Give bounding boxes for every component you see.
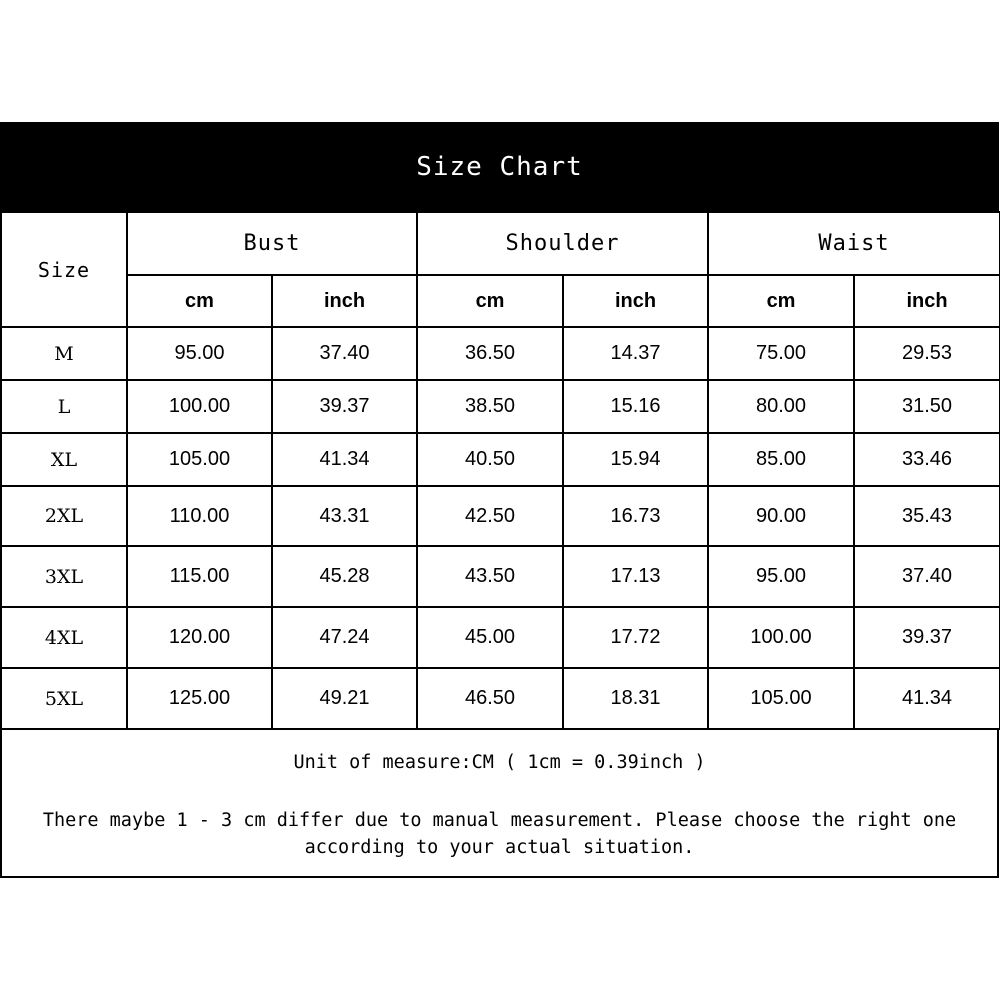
- shoulder-in-cell: 15.94: [563, 433, 708, 486]
- header-row-units: [1, 275, 1000, 327]
- bust-in-cell: 39.37: [272, 380, 417, 433]
- shoulder-cm-cell: 40.50: [417, 433, 563, 486]
- size-cell: L: [1, 380, 127, 433]
- bust-cm-cell: 105.00: [127, 433, 272, 486]
- notes-panel: [0, 730, 999, 878]
- shoulder-in-cell: 17.13: [563, 546, 708, 607]
- waist-in-cell: 31.50: [854, 380, 1000, 433]
- bust-cm-cell: 115.00: [127, 546, 272, 607]
- bust-in-cell: 43.31: [272, 486, 417, 546]
- waist-cm-cell: 85.00: [708, 433, 854, 486]
- shoulder-cm-cell: 36.50: [417, 327, 563, 380]
- size-cell: 4XL: [1, 607, 127, 668]
- shoulder-header: Shoulder: [417, 212, 708, 275]
- unit-note: Unit of measure:CM ( 1cm = 0.39inch ): [293, 752, 706, 773]
- shoulder-cm-cell: 42.50: [417, 486, 563, 546]
- waist-cm-cell: 105.00: [708, 668, 854, 729]
- waist-in-cell: 39.37: [854, 607, 1000, 668]
- shoulder-cm-cell: 45.00: [417, 607, 563, 668]
- bust-in-cell: 49.21: [272, 668, 417, 729]
- bust-cm-cell: 110.00: [127, 486, 272, 546]
- bust-cm-cell: 120.00: [127, 607, 272, 668]
- shoulder-cm-cell: 43.50: [417, 546, 563, 607]
- bust-cm-header: cm: [127, 275, 272, 327]
- waist-in-cell: 37.40: [854, 546, 1000, 607]
- table-row: [1, 327, 1000, 380]
- size-chart: [0, 122, 999, 878]
- header-row-groups: [1, 212, 1000, 275]
- size-cell: 2XL: [1, 486, 127, 546]
- size-header: Size: [1, 212, 127, 327]
- bust-in-cell: 37.40: [272, 327, 417, 380]
- shoulder-in-cell: 18.31: [563, 668, 708, 729]
- table-row: [1, 486, 1000, 546]
- waist-in-cell: 33.46: [854, 433, 1000, 486]
- bust-cm-cell: 95.00: [127, 327, 272, 380]
- bust-in-cell: 41.34: [272, 433, 417, 486]
- shoulder-inch-header: inch: [563, 275, 708, 327]
- disclaimer-note: There maybe 1 - 3 cm differ due to manual measurement. Please choose the right one according to your actual situation.: [42, 810, 957, 858]
- bust-cm-cell: 125.00: [127, 668, 272, 729]
- shoulder-in-cell: 14.37: [563, 327, 708, 380]
- waist-in-cell: 29.53: [854, 327, 1000, 380]
- waist-cm-cell: 80.00: [708, 380, 854, 433]
- waist-inch-header: inch: [854, 275, 1000, 327]
- size-cell: XL: [1, 433, 127, 486]
- shoulder-in-cell: 17.72: [563, 607, 708, 668]
- waist-cm-cell: 95.00: [708, 546, 854, 607]
- table-row: [1, 546, 1000, 607]
- waist-in-cell: 41.34: [854, 668, 1000, 729]
- table-row: [1, 668, 1000, 729]
- size-cell: 5XL: [1, 668, 127, 729]
- waist-cm-cell: 90.00: [708, 486, 854, 546]
- waist-header: Waist: [708, 212, 1000, 275]
- waist-cm-cell: 75.00: [708, 327, 854, 380]
- table-row: [1, 607, 1000, 668]
- waist-cm-header: cm: [708, 275, 854, 327]
- bust-in-cell: 45.28: [272, 546, 417, 607]
- shoulder-cm-header: cm: [417, 275, 563, 327]
- shoulder-in-cell: 16.73: [563, 486, 708, 546]
- waist-in-cell: 35.43: [854, 486, 1000, 546]
- bust-inch-header: inch: [272, 275, 417, 327]
- bust-cm-cell: 100.00: [127, 380, 272, 433]
- chart-title: Size Chart: [0, 122, 999, 211]
- shoulder-in-cell: 15.16: [563, 380, 708, 433]
- table-row: [1, 433, 1000, 486]
- bust-header: Bust: [127, 212, 417, 275]
- size-cell: M: [1, 327, 127, 380]
- size-table: [0, 211, 1000, 730]
- shoulder-cm-cell: 46.50: [417, 668, 563, 729]
- table-row: [1, 380, 1000, 433]
- shoulder-cm-cell: 38.50: [417, 380, 563, 433]
- bust-in-cell: 47.24: [272, 607, 417, 668]
- waist-cm-cell: 100.00: [708, 607, 854, 668]
- size-cell: 3XL: [1, 546, 127, 607]
